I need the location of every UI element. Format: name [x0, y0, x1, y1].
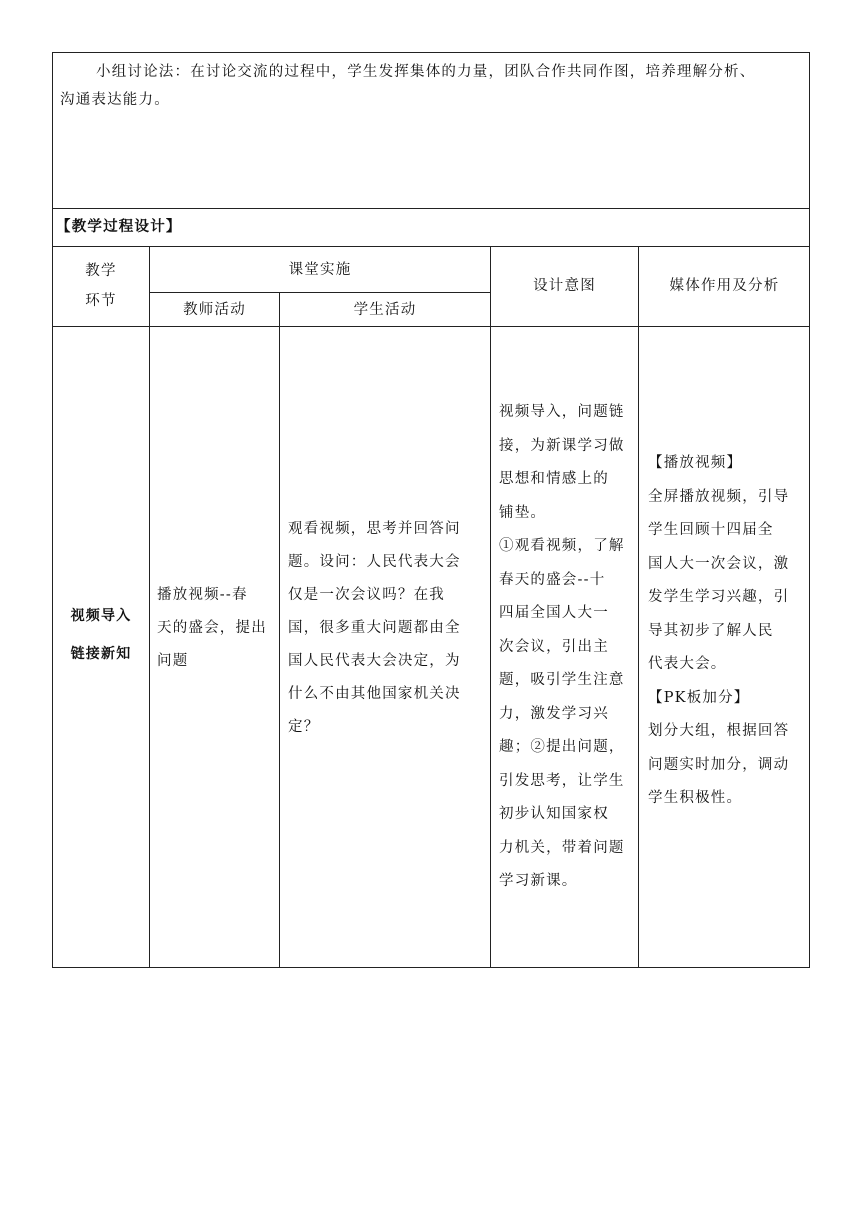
col-line-2 — [279, 292, 280, 968]
media-line: 划分大组，根据回答 — [648, 723, 790, 739]
row-student-activity — [288, 513, 488, 744]
col-line-4 — [638, 246, 639, 968]
intent-line: 四届全国人大一 — [499, 605, 609, 621]
intent-line: 铺垫。 — [499, 504, 547, 521]
teacher-line: 天的盛会，提出 — [157, 620, 267, 636]
header-teacher: 教师活动 — [183, 302, 246, 318]
student-line: 国人民代表大会决定，为 — [288, 653, 461, 669]
intent-line: 力，激发学习兴 — [499, 705, 609, 722]
media-line: 学生回顾十四届全 — [648, 522, 774, 538]
methods-text — [60, 58, 805, 114]
student-line: 仅是一次会议吗？在我 — [288, 587, 445, 603]
section-title: 【教学过程设计】 — [56, 219, 182, 235]
student-line: 题。设问：人民代表大会 — [288, 554, 461, 570]
intent-line: 接，为新课学习做 — [499, 437, 625, 454]
media-line: 发学生学习兴趣，引 — [648, 589, 790, 605]
student-line: 什么不由其他国家机关决 — [288, 686, 461, 702]
methods-line-1: 小组讨论法：在讨论交流的过程中，学生发挥集体的力量，团队合作共同作图，培养理解分析、 — [96, 64, 756, 80]
row-media-analysis — [648, 447, 808, 816]
teacher-line: 播放视频--春 — [157, 587, 248, 603]
media-line: 【播放视频】 — [648, 455, 743, 471]
header-intent: 设计意图 — [533, 278, 596, 294]
header-stage-line-2: 环节 — [85, 293, 117, 309]
header-student: 学生活动 — [353, 302, 417, 318]
row-stage — [53, 597, 149, 673]
media-line: 全屏播放视频，引导 — [648, 488, 790, 505]
media-line: 代表大会。 — [648, 656, 727, 672]
media-line: 国人大一次会议，激 — [648, 555, 790, 572]
header-stage-line-1: 教学 — [85, 263, 117, 279]
intent-line: 思想和情感上的 — [499, 471, 609, 487]
media-line: 导其初步了解人民 — [648, 622, 774, 639]
col-line-3 — [490, 246, 491, 968]
header-stage — [53, 256, 149, 316]
student-line: 定？ — [288, 719, 320, 735]
intent-line: 春天的盛会--十 — [499, 571, 606, 588]
intent-line: 力机关，带着问题 — [499, 839, 625, 856]
intent-line: 学习新课。 — [499, 873, 578, 889]
row-stage-line-1: 视频导入 — [70, 608, 132, 624]
row-design-intent — [499, 396, 637, 899]
row-stage-line-2: 链接新知 — [70, 646, 132, 662]
student-line: 观看视频，思考并回答问 — [288, 521, 461, 537]
intent-line: 次会议，引出主 — [499, 638, 609, 655]
media-line: 问题实时加分，调动 — [648, 756, 790, 773]
media-line: 学生积极性。 — [648, 790, 743, 806]
row-teacher-activity — [157, 579, 277, 678]
student-line: 国，很多重大问题都由全 — [288, 620, 461, 636]
header-media: 媒体作用及分析 — [669, 278, 780, 294]
intent-line: 趣；②提出问题， — [499, 739, 625, 755]
teacher-line: 问题 — [157, 653, 189, 669]
col-line-1 — [149, 246, 150, 968]
header-classroom: 课堂实施 — [288, 262, 352, 278]
methods-line-2: 沟通表达能力。 — [60, 92, 170, 108]
header-subrow-line — [149, 292, 490, 293]
intent-line: ①观看视频，了解 — [499, 538, 625, 554]
intent-line: 题，吸引学生注意 — [499, 672, 625, 688]
header-bottom-line — [52, 326, 810, 327]
intent-line: 初步认知国家权 — [499, 806, 609, 822]
media-line: 【PK板加分】 — [648, 689, 750, 706]
intent-line: 视频导入，问题链 — [499, 404, 625, 420]
intent-line: 引发思考，让学生 — [499, 772, 625, 789]
